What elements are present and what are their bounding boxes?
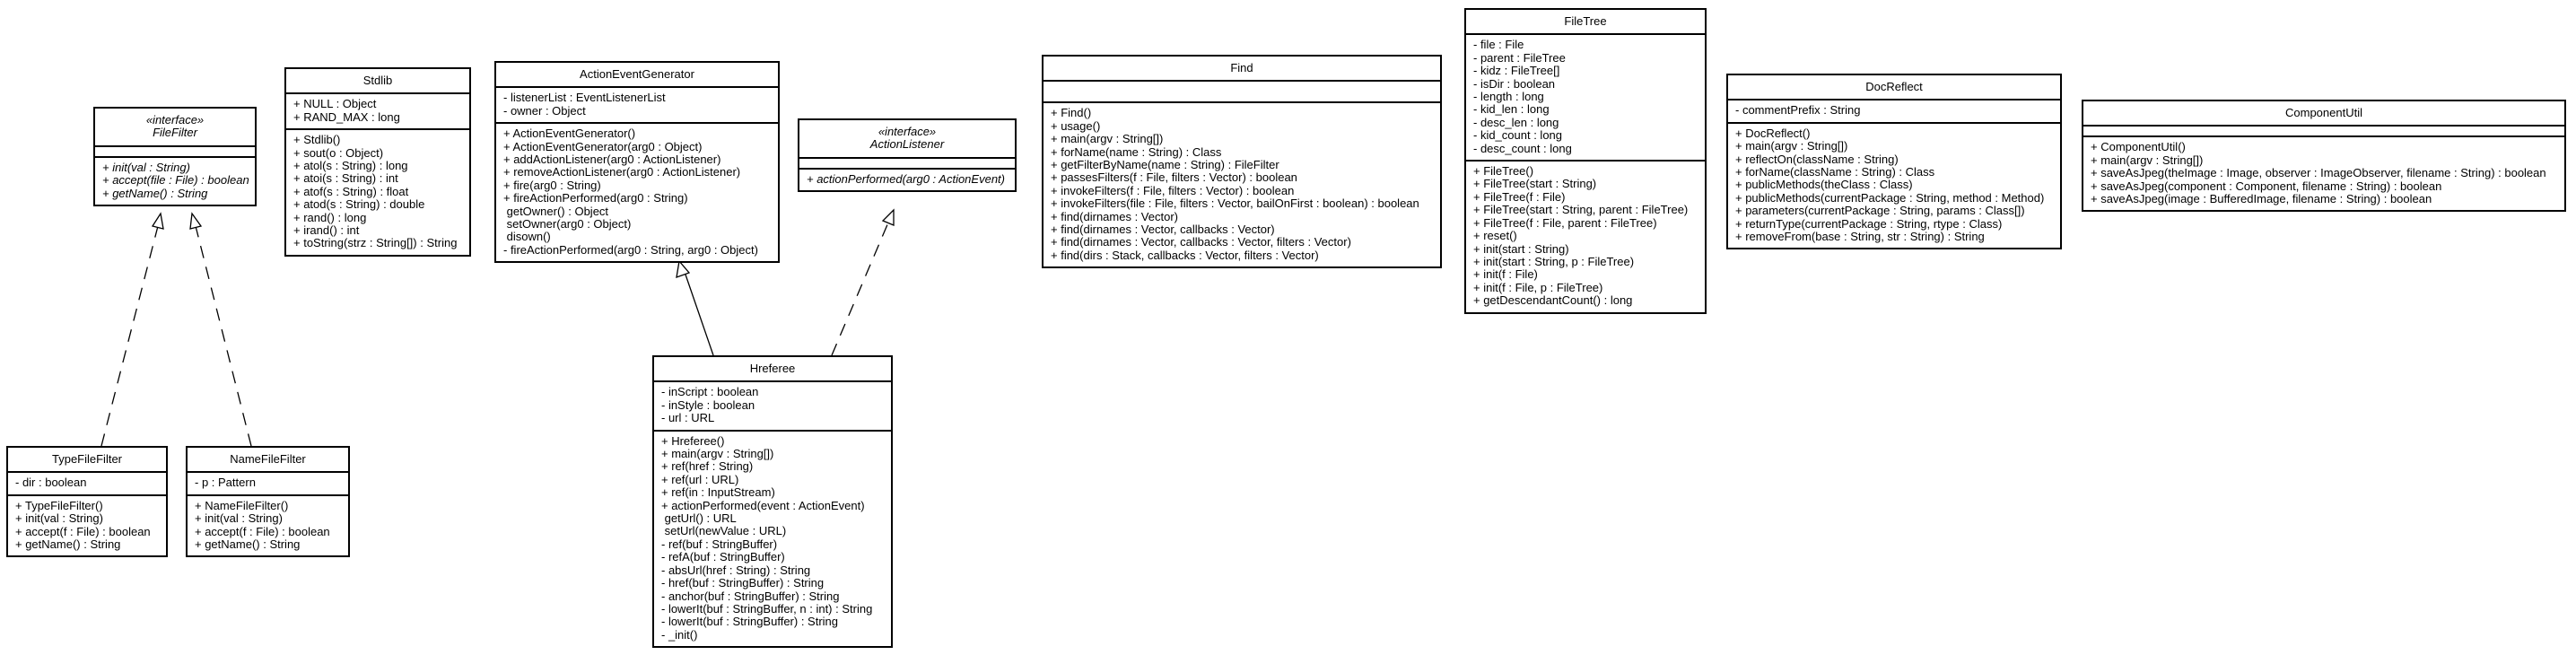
method-row: + passesFilters(f : File, filters : Vector) : boolean bbox=[1051, 170, 1297, 185]
method-row: + getName() : String bbox=[15, 537, 121, 552]
method-row: + find(dirs : Stack, callbacks : Vector, filters : Vector) bbox=[1051, 248, 1319, 262]
stereotype-label: «interface» bbox=[878, 125, 937, 138]
method-row: + sout(o : Object) bbox=[293, 145, 384, 160]
attribute-row: - desc_count : long bbox=[1473, 141, 1572, 155]
method-row: - lowerIt(buf : StringBuffer, n : int) : String bbox=[661, 601, 873, 616]
class-docreflect bbox=[1726, 74, 2062, 249]
attribute-row: - inScript : boolean bbox=[661, 385, 759, 399]
method-row: + find(dirnames : Vector, callbacks : Vector) bbox=[1051, 223, 1275, 237]
method-row: + getFilterByName(name : String) : FileFilter bbox=[1051, 158, 1279, 172]
method-row: + getDescendantCount() : long bbox=[1473, 293, 1633, 308]
methods-section bbox=[496, 122, 778, 261]
method-row: + removeFrom(base : String, str : String) : String bbox=[1735, 230, 1985, 244]
methods-section bbox=[2083, 135, 2564, 210]
method-row: + init(start : String) bbox=[1473, 241, 1569, 256]
attribute-row: - inStyle : boolean bbox=[661, 397, 755, 412]
attributes-section bbox=[1043, 80, 1440, 101]
attribute-row: + NULL : Object bbox=[293, 97, 377, 111]
method-row: + init(val : String) bbox=[15, 511, 103, 526]
method-row: - absUrl(href : String) : String bbox=[661, 563, 811, 577]
attribute-row: - parent : FileTree bbox=[1473, 50, 1566, 65]
attributes-section bbox=[286, 92, 469, 128]
method-row: + parameters(currentPackage : String, params : Class[]) bbox=[1735, 204, 2025, 218]
method-row: + toString(strz : String[]) : String bbox=[293, 236, 458, 250]
arrow-namefilefilter-realizes-filefilter bbox=[196, 226, 251, 446]
method-row: + fire(arg0 : String) bbox=[503, 178, 601, 192]
method-row: + saveAsJpeg(image : BufferedImage, filename : String) : boolean bbox=[2091, 192, 2432, 206]
method-row: + reset() bbox=[1473, 229, 1517, 243]
method-row: + NameFileFilter() bbox=[195, 498, 289, 512]
method-row: disown() bbox=[503, 230, 551, 244]
class-name: Find bbox=[1230, 61, 1253, 74]
method-row: setUrl(newValue : URL) bbox=[661, 524, 787, 538]
method-row: + find(dirnames : Vector, callbacks : Vector, filters : Vector) bbox=[1051, 235, 1351, 249]
method-row: + ComponentUtil() bbox=[2091, 140, 2186, 154]
method-row: - lowerIt(buf : StringBuffer) : String bbox=[661, 615, 838, 629]
class-name: DocReflect bbox=[1865, 80, 1923, 93]
class-header bbox=[2083, 101, 2564, 125]
arrow-typefilefilter-realizes-filefilter bbox=[101, 226, 158, 446]
method-row: + usage() bbox=[1051, 118, 1101, 133]
method-row: + ref(url : URL) bbox=[661, 472, 739, 486]
class-name: ActionListener bbox=[869, 137, 945, 152]
class-header bbox=[188, 448, 348, 471]
method-row: + ref(in : InputStream) bbox=[661, 485, 775, 500]
method-row: + main(argv : String[]) bbox=[1051, 132, 1164, 146]
class-name: FileTree bbox=[1564, 14, 1607, 28]
methods-section bbox=[1466, 160, 1705, 311]
attribute-row: - isDir : boolean bbox=[1473, 76, 1556, 91]
method-row: + irand() : int bbox=[293, 223, 360, 238]
attribute-row: - dir : boolean bbox=[15, 476, 87, 490]
method-row: - refA(buf : StringBuffer) bbox=[661, 550, 785, 564]
attribute-row: - owner : Object bbox=[503, 103, 586, 118]
methods-section bbox=[286, 128, 469, 255]
class-header bbox=[1466, 10, 1705, 33]
method-row: + Stdlib() bbox=[293, 133, 341, 147]
class-header bbox=[1043, 57, 1440, 80]
attributes-section bbox=[95, 145, 255, 156]
method-row: + actionPerformed(event : ActionEvent) bbox=[661, 498, 865, 512]
method-row: + atoi(s : String) : int bbox=[293, 171, 398, 186]
method-row: + accept(f : File) : boolean bbox=[15, 524, 151, 538]
method-row: - anchor(buf : StringBuffer) : String bbox=[661, 589, 840, 603]
methods-section bbox=[95, 156, 255, 205]
method-row: getOwner() : Object bbox=[503, 204, 609, 218]
method-row: + atol(s : String) : long bbox=[293, 159, 408, 173]
method-row: + init(val : String) bbox=[102, 160, 190, 174]
attribute-row: - listenerList : EventListenerList bbox=[503, 91, 666, 105]
methods-section bbox=[654, 430, 891, 647]
class-actioneventgenerator bbox=[494, 61, 780, 263]
class-header bbox=[286, 69, 469, 92]
arrowhead-actioneventgenerator-hreferee bbox=[677, 261, 689, 277]
method-row: + getName() : String bbox=[195, 537, 301, 552]
method-row: + saveAsJpeg(theImage : Image, observer : ImageObserver, filename : String) : boolean bbox=[2091, 166, 2546, 180]
method-row: + ActionEventGenerator() bbox=[503, 127, 636, 141]
class-name: Hreferee bbox=[749, 362, 796, 375]
method-row: + atof(s : String) : float bbox=[293, 184, 409, 198]
arrow-hreferee-realizes-actionlistener bbox=[832, 223, 888, 355]
method-row: - href(buf : StringBuffer) : String bbox=[661, 576, 825, 590]
method-row: + accept(file : File) : boolean bbox=[102, 173, 249, 188]
method-row: - _init() bbox=[661, 627, 698, 642]
method-row: + Hreferee() bbox=[661, 433, 725, 448]
method-row: + reflectOn(className : String) bbox=[1735, 152, 1899, 166]
method-row: + ref(href : String) bbox=[661, 459, 754, 474]
class-name: ActionEventGenerator bbox=[580, 67, 694, 81]
class-actionlistener bbox=[798, 118, 1017, 192]
method-row: + init(start : String, p : FileTree) bbox=[1473, 254, 1635, 268]
class-name: ComponentUtil bbox=[2285, 106, 2362, 119]
method-row: + invokeFilters(file : File, filters : Vector, bailOnFirst : boolean) : boolean bbox=[1051, 196, 1419, 211]
attributes-section bbox=[1466, 33, 1705, 160]
class-typefilefilter bbox=[6, 446, 168, 557]
methods-section bbox=[8, 494, 166, 556]
class-header bbox=[95, 109, 255, 145]
attributes-section bbox=[2083, 125, 2564, 135]
method-row: + forName(className : String) : Class bbox=[1735, 165, 1935, 179]
method-row: + main(argv : String[]) bbox=[2091, 153, 2204, 167]
method-row: + TypeFileFilter() bbox=[15, 498, 103, 512]
method-row: + init(f : File) bbox=[1473, 267, 1538, 282]
attributes-section bbox=[188, 471, 348, 493]
methods-section bbox=[1728, 122, 2060, 249]
attributes-section bbox=[1728, 99, 2060, 121]
method-row: + removeActionListener(arg0 : ActionListener) bbox=[503, 165, 741, 179]
method-row: + main(argv : String[]) bbox=[1735, 139, 1848, 153]
method-row: + publicMethods(theClass : Class) bbox=[1735, 178, 1913, 192]
class-name: TypeFileFilter bbox=[51, 452, 123, 466]
stereotype-label: «interface» bbox=[145, 113, 205, 127]
attribute-row: - kid_count : long bbox=[1473, 128, 1563, 143]
class-name: Stdlib bbox=[362, 74, 393, 87]
class-header bbox=[799, 120, 1015, 157]
class-stdlib bbox=[284, 67, 471, 257]
class-find bbox=[1042, 55, 1442, 268]
class-header bbox=[1728, 75, 2060, 99]
method-row: - ref(buf : StringBuffer) bbox=[661, 537, 778, 551]
arrowhead-filefilter-typefilefilter bbox=[153, 214, 163, 229]
method-row: + rand() : long bbox=[293, 210, 367, 224]
attribute-row: - file : File bbox=[1473, 38, 1524, 52]
method-row: + actionPerformed(arg0 : ActionEvent) bbox=[807, 171, 1005, 186]
method-row: + Find() bbox=[1051, 106, 1092, 120]
method-row: + atod(s : String) : double bbox=[293, 197, 425, 212]
methods-section bbox=[188, 494, 348, 556]
class-filefilter bbox=[93, 107, 257, 206]
attribute-row: - desc_len : long bbox=[1473, 115, 1559, 129]
attribute-row: - commentPrefix : String bbox=[1735, 103, 1861, 118]
arrowhead-actionlistener-hreferee bbox=[883, 210, 894, 225]
arrowhead-filefilter-namefilefilter bbox=[190, 214, 201, 229]
method-row: + FileTree(f : File) bbox=[1473, 189, 1566, 204]
class-name: FileFilter bbox=[153, 126, 197, 140]
attributes-section bbox=[8, 471, 166, 493]
method-row: + init(val : String) bbox=[195, 511, 283, 526]
attributes-section bbox=[654, 380, 891, 429]
attribute-row: - url : URL bbox=[661, 411, 715, 425]
method-row: + accept(f : File) : boolean bbox=[195, 524, 330, 538]
method-row: + find(dirnames : Vector) bbox=[1051, 209, 1178, 223]
class-name: NameFileFilter bbox=[230, 452, 306, 466]
class-filetree bbox=[1464, 8, 1707, 314]
method-row: + returnType(currentPackage : String, rtype : Class) bbox=[1735, 216, 2003, 231]
method-row: - fireActionPerformed(arg0 : String, arg0 : Object) bbox=[503, 242, 758, 257]
method-row: + publicMethods(currentPackage : String, method : Method) bbox=[1735, 190, 2045, 205]
class-namefilefilter bbox=[186, 446, 350, 557]
method-row: setOwner(arg0 : Object) bbox=[503, 217, 632, 231]
attribute-row: - length : long bbox=[1473, 90, 1544, 104]
method-row: + FileTree(start : String) bbox=[1473, 177, 1597, 191]
method-row: + FileTree(start : String, parent : FileTree) bbox=[1473, 203, 1689, 217]
method-row: + DocReflect() bbox=[1735, 126, 1811, 140]
method-row: + FileTree() bbox=[1473, 164, 1534, 179]
attribute-row: - p : Pattern bbox=[195, 476, 256, 490]
method-row: + forName(name : String) : Class bbox=[1051, 144, 1222, 159]
method-row: + ActionEventGenerator(arg0 : Object) bbox=[503, 139, 703, 153]
arrow-hreferee-extends-actioneventgenerator bbox=[685, 275, 713, 355]
method-row: + invokeFilters(f : File, filters : Vector) : boolean bbox=[1051, 183, 1295, 197]
methods-section bbox=[1043, 101, 1440, 266]
class-header bbox=[496, 63, 778, 86]
method-row: + getName() : String bbox=[102, 186, 208, 200]
method-row: + FileTree(f : File, parent : FileTree) bbox=[1473, 215, 1657, 230]
attribute-row: - kidz : FileTree[] bbox=[1473, 64, 1560, 78]
attribute-row: - kid_len : long bbox=[1473, 102, 1550, 117]
attributes-section bbox=[799, 157, 1015, 168]
methods-section bbox=[799, 168, 1015, 190]
class-componentutil bbox=[2082, 100, 2566, 212]
attributes-section bbox=[496, 86, 778, 122]
method-row: getUrl() : URL bbox=[661, 511, 737, 526]
class-hreferee bbox=[652, 355, 893, 648]
method-row: + fireActionPerformed(arg0 : String) bbox=[503, 191, 688, 205]
method-row: + main(argv : String[]) bbox=[661, 447, 774, 461]
method-row: + addActionListener(arg0 : ActionListener) bbox=[503, 153, 721, 167]
class-header bbox=[8, 448, 166, 471]
method-row: + saveAsJpeg(component : Component, filename : String) : boolean bbox=[2091, 179, 2442, 193]
class-header bbox=[654, 357, 891, 380]
attribute-row: + RAND_MAX : long bbox=[293, 109, 400, 124]
method-row: + init(f : File, p : FileTree) bbox=[1473, 280, 1603, 294]
